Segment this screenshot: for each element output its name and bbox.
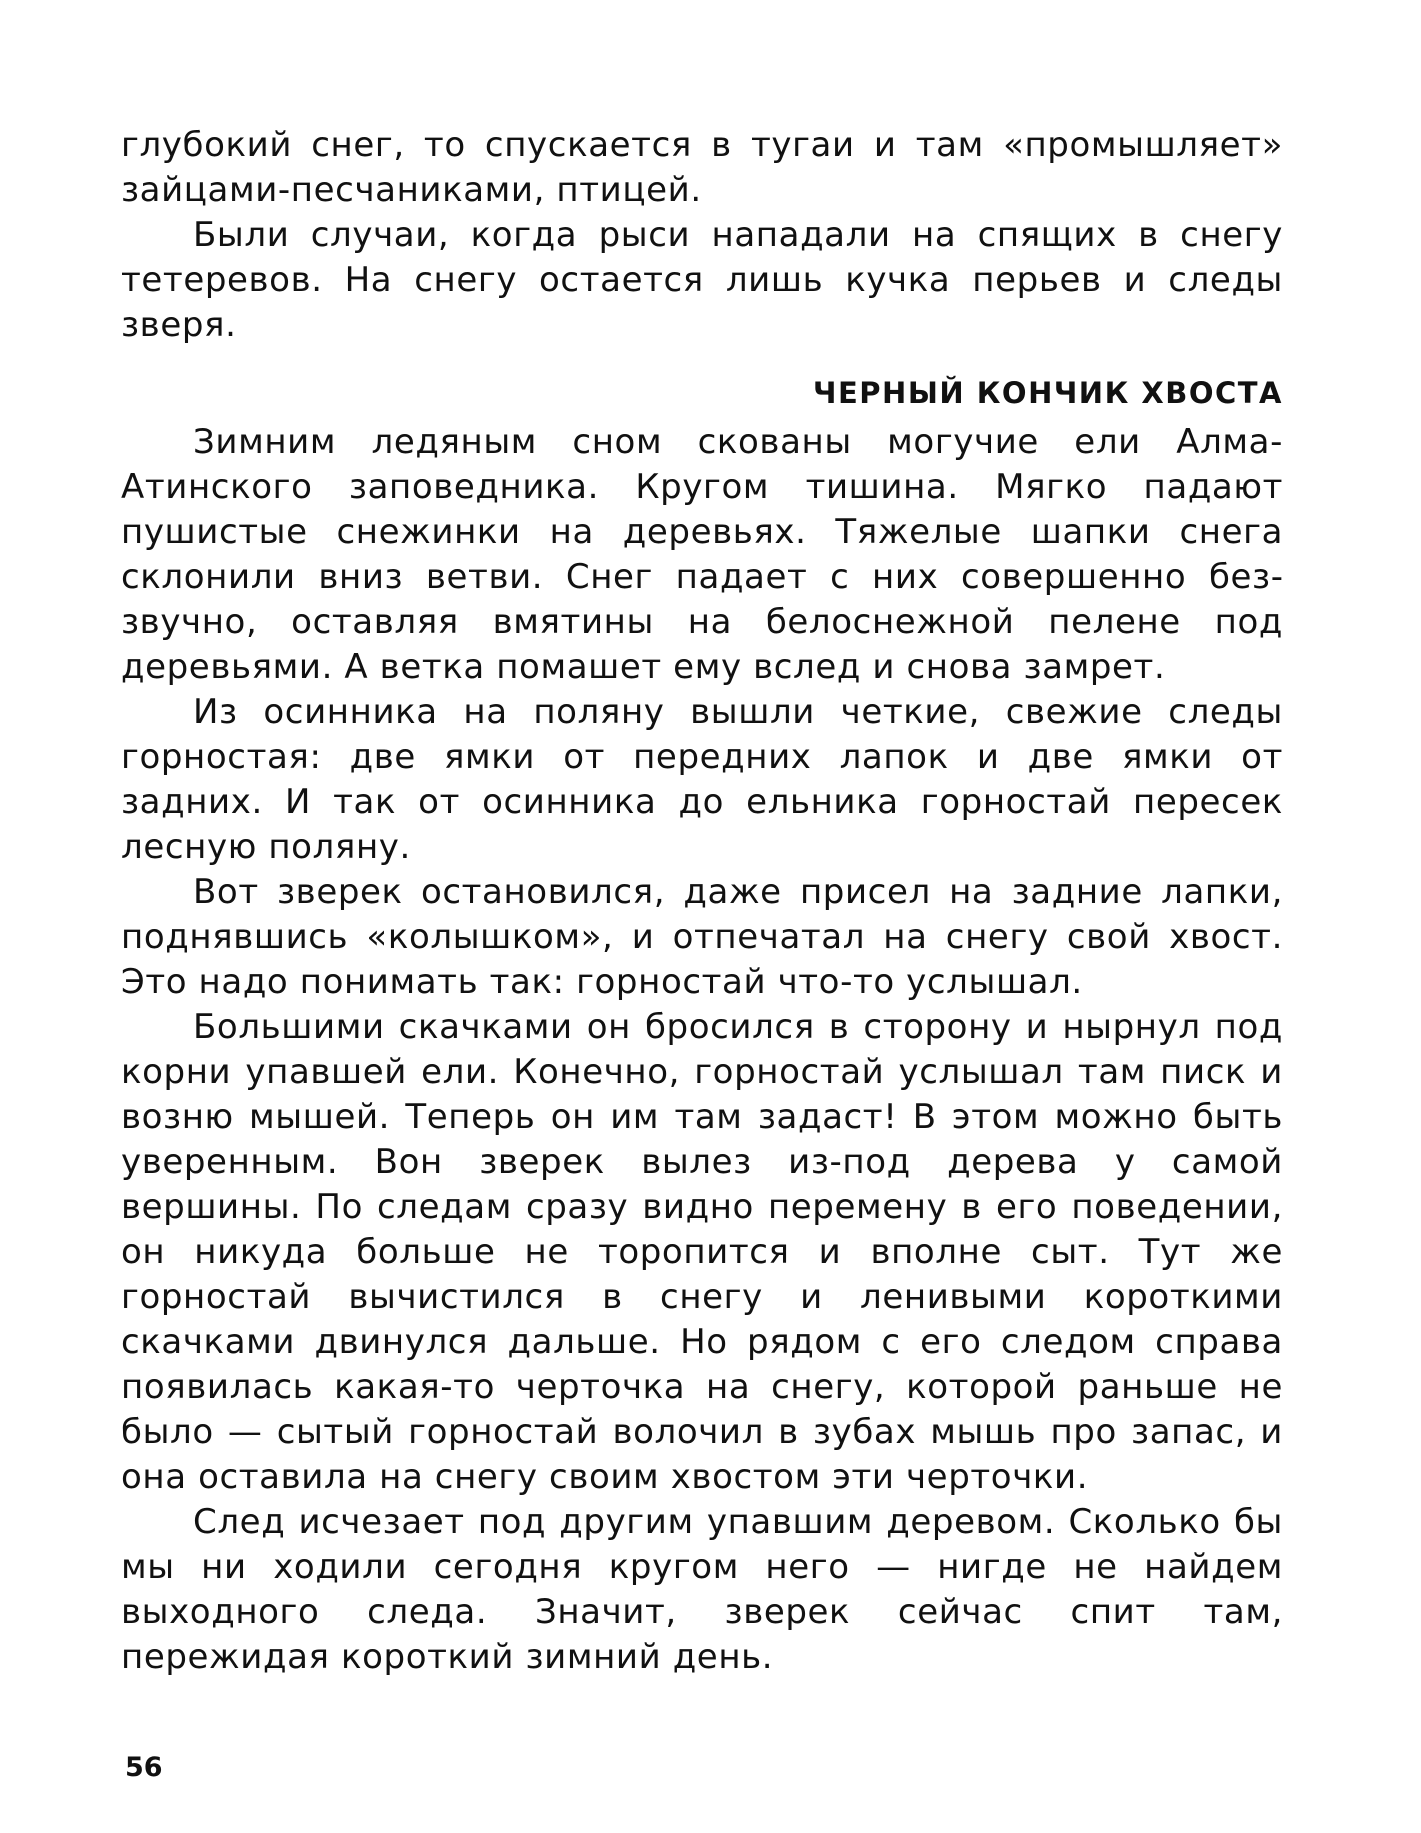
paragraph-2: Из осинника на поляну вышли четкие, свежие следы горностая: две ямки от передних лапок и две ямки от задних. И так от осинника до ельника горностай пересек лесную поляну. xyxy=(121,692,1283,867)
paragraph-continuation: глубокий снег, то спускается в тугаи и там «промышляет» зайцами-песчаниками, птицей. xyxy=(121,125,1283,210)
paragraph-4: Большими скачками он бросился в сторону и нырнул под корни упавшей ели. Конечно, горностай услышал там писк и возню мышей. Теперь он им там задаст! В этом можно быть уверенным. Вон зверек вылез из-под дерева у самой вершины. По следам сразу видно перемену в его поведении, он никуда больше не торопится и вполне сыт. Тут же горностай вычистился в снегу и ленивыми короткими скачками двинулся дальше. Но рядом с его следом справа появилась какая-то черточка на снегу, которой раньше не было — сытый горностай волочил в зубах мышь про запас, и она оставила на снегу своим хвостом эти черточки. xyxy=(121,1007,1283,1497)
paragraph-1: Зимним ледяным сном скованы могучие ели Алма-Атинского заповедника. Кругом тишина. Мягко падают пушистые снежинки на деревьях. Тяжелые шапки снега склонили вниз ветви. Снег падает с них совершенно беззвучно, оставляя вмятины на белоснежной пелене под деревьями. А ветка помашет ему вслед и снова замрет. xyxy=(121,422,1283,687)
top-text xyxy=(121,123,1283,348)
paragraph-lynx: Были случаи, когда рыси нападали на спящих в снегу тетеревов. На снегу остается лишь кучка перьев и следы зверя. xyxy=(121,215,1283,345)
page-number: 56 xyxy=(125,1752,163,1783)
paragraph-3: Вот зверек остановился, даже присел на задние лапки, поднявшись «колышком», и отпечатал на снегу свой хвост. Это надо понимать так: горностай что-то услышал. xyxy=(121,872,1283,1002)
section-body xyxy=(121,420,1283,1680)
section-title: ЧЕРНЫЙ КОНЧИК ХВОСТА xyxy=(813,376,1283,410)
paragraph-5: След исчезает под другим упавшим деревом. Сколько бы мы ни ходили сегодня кругом него — нигде не найдем выходного следа. Значит, зверек сейчас спит там, пережидая короткий зимний день. xyxy=(121,1502,1283,1677)
